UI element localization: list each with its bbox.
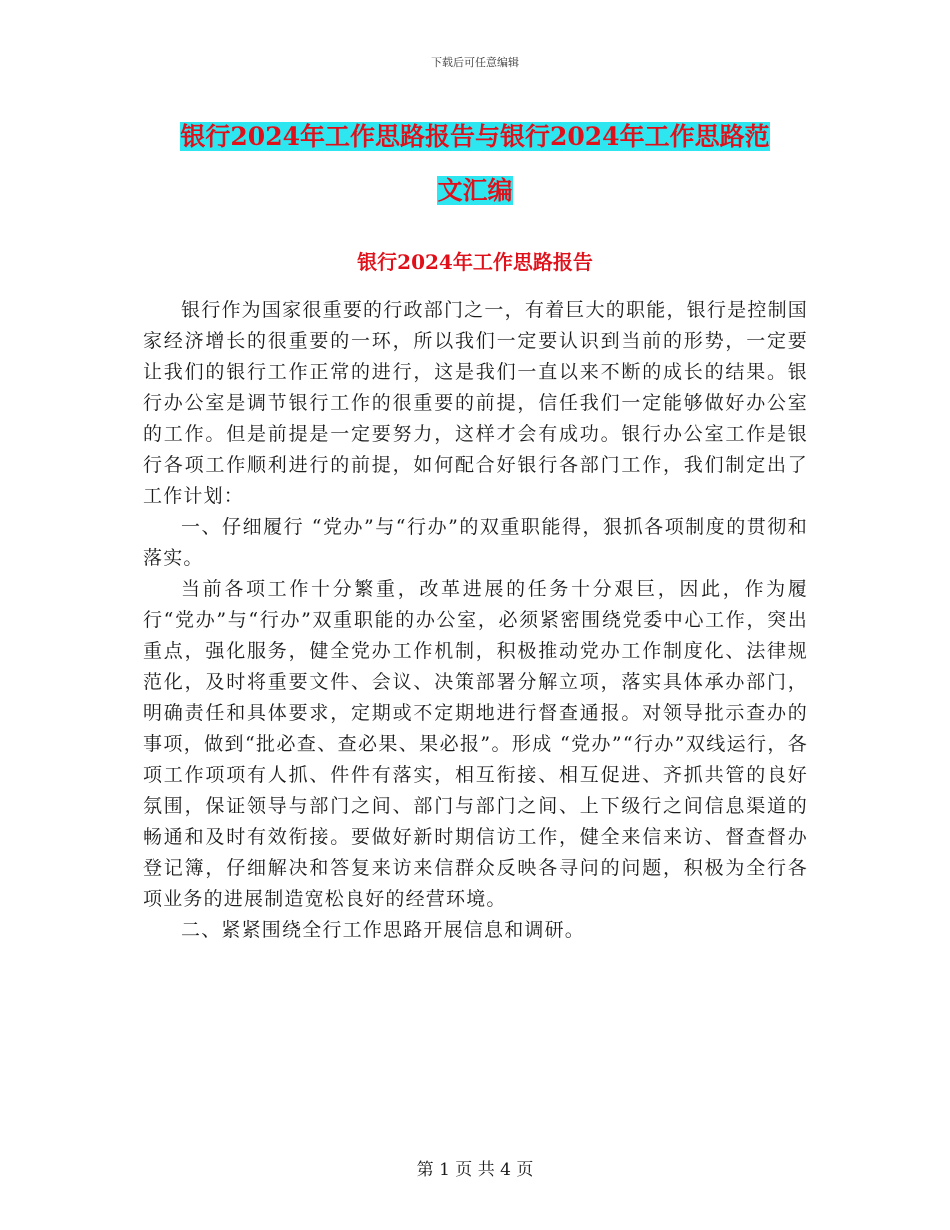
page-header-note: 下载后可任意编辑: [431, 56, 519, 69]
section-title: 银行2024年工作思路报告: [357, 250, 593, 274]
paragraph: 一、仔细履行 “党办”与“行办”的双重职能得，狠抓各项制度的贯彻和落实。: [143, 516, 808, 569]
document-title-line1: 银行2024年工作思路报告与银行2024年工作思路范: [180, 122, 770, 151]
paragraph: 二、紧紧围绕全行工作思路开展信息和调研。: [181, 919, 586, 941]
paragraph: 当前各项工作十分繁重，改革进展的任务十分艰巨，因此，作为履行“党办”与“行办”双重职能的办公室，必须紧密围绕党委中心工作，突出重点，强化服务，健全党办工作机制，积极推动党办工作制度化、法律规范化，及时将重要文件、会议、决策部署分解立项，落实具体承办部门，明确责任和具体要求，定期或不定期地进行督查通报。对领导批示查办的事项，做到“批必查、查必果、果必报”。形成 “党办”“行办”双线运行，各项工作项项有人抓、件件有落实，相互衔接、相互促进、齐抓共管的良好氛围，保证领导与部门之间、部门与部门之间、上下级行之间信息渠道的畅通和及时有效衔接。要做好新时期信访工作，健全来信来访、督查督办登记簿，仔细解决和答复来访来信群众反映各寻问的问题，积极为全行各项业务的进展制造宽松良好的经营环境。: [143, 578, 808, 910]
document-title-line2: 文汇编: [437, 176, 513, 205]
document-title: [150, 110, 800, 218]
document-body: [143, 295, 808, 946]
page-number: 第 1 页 共 4 页: [416, 1160, 534, 1180]
paragraph: 银行作为国家很重要的行政部门之一，有着巨大的职能，银行是控制国家经济增长的很重要的一环，所以我们一定要认识到当前的形势，一定要让我们的银行工作正常的进行，这是我们一直以来不断的成长的结果。银行办公室是调节银行工作的很重要的前提，信任我们一定能够做好办公室的工作。但是前提是一定要努力，这样才会有成功。银行办公室工作是银行各项工作顺利进行的前提，如何配合好银行各部门工作，我们制定出了工作计划：: [143, 299, 808, 507]
